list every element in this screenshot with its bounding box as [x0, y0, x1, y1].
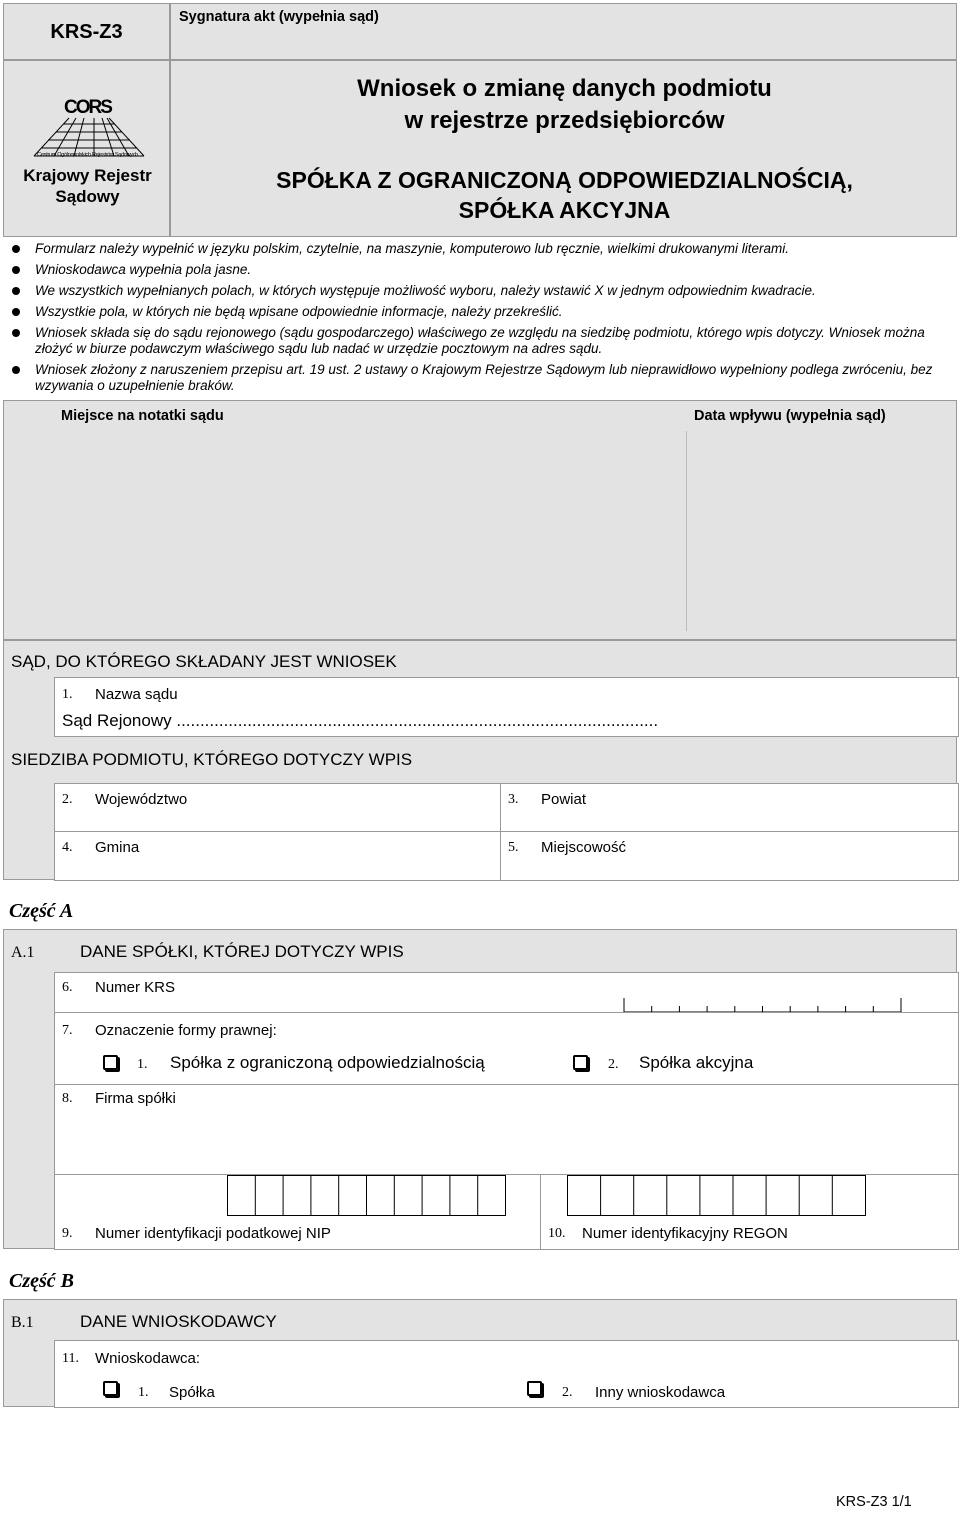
court-name-value: Sąd Rejonowy ...................................................................................................... [62, 711, 659, 730]
title-line2: w rejestrze przedsiębiorców [404, 107, 725, 134]
date-label: Data wpływu (wypełnia sąd) [694, 408, 886, 424]
field-label: Wnioskodawca: [95, 1350, 201, 1367]
part-b-section [3, 1299, 957, 1407]
commune-field[interactable] [54, 831, 502, 881]
instruction-item: We wszystkich wypełnianych polach, w których występuje możliwość wyboru, należy wstawić X w jednym odpowiednim kwadracie. [3, 283, 953, 299]
field-number: 8. [62, 1091, 73, 1106]
court-section [3, 640, 957, 880]
section-number: B.1 [11, 1314, 34, 1331]
applicant-field [54, 1340, 959, 1408]
instruction-item: Formularz należy wypełnić w języku polskim, czytelnie, na maszynie, komputerowo lub ręcznie, wielkimi drukowanymi literami. [3, 241, 953, 257]
logo-box [3, 60, 170, 237]
instruction-item: Wnioskodawca wypełnia pola jasne. [3, 262, 953, 278]
field-number: 4. [62, 840, 73, 855]
field-label: Gmina [95, 839, 140, 856]
subtitle-line2: SPÓŁKA AKCYJNA [458, 197, 671, 223]
court-name-field[interactable] [54, 677, 959, 737]
bullet-icon [12, 329, 20, 337]
option-label: Spółka akcyjna [639, 1053, 754, 1072]
field-label: Województwo [95, 791, 188, 808]
checkbox-other-applicant[interactable] [527, 1381, 542, 1396]
regon-digit-boxes[interactable] [567, 1175, 867, 1217]
subtitle-line1: SPÓŁKA Z OGRANICZONĄ ODPOWIEDZIALNOŚCIĄ, [276, 167, 853, 193]
signature-box [170, 3, 957, 60]
section-title: DANE SPÓŁKI, KTÓREJ DOTYCZY WPIS [80, 942, 404, 961]
bullet-icon [12, 308, 20, 316]
field-label: Nazwa sądu [95, 686, 178, 703]
page-code: KRS-Z3 1/1 [836, 1494, 912, 1510]
bullet-icon [12, 287, 20, 295]
instructions [3, 241, 953, 399]
instruction-item: Wniosek złożony z naruszeniem przepisu art. 19 ust. 2 ustawy o Krajowym Rejestrze Sądowym lub nieprawidłowo wypełniony podlega zwróceniu, bez wzywania o uzupełnienie braków. [3, 362, 953, 394]
option-label: Inny wnioskodawca [595, 1384, 726, 1401]
instruction-item: Wniosek składa się do sądu rejonowego (sądu gospodarczego) właściwego ze względu na siedzibę podmiotu, którego wpis dotyczy. Wniosek można złożyć w biurze podawczym właściwego sądu lub nadać w urzędzie pocztowym na adres sądu. [3, 325, 953, 357]
field-label: Numer KRS [95, 979, 176, 996]
field-number: 1. [62, 687, 73, 702]
field-number: 9. [62, 1226, 73, 1241]
field-label: Powiat [541, 791, 587, 808]
notes-label: Miejsce na notatki sądu [61, 408, 224, 424]
district-field[interactable] [500, 783, 959, 833]
registry-name: Krajowy Rejestr Sądowy [23, 166, 152, 206]
checkbox-company[interactable] [103, 1381, 118, 1396]
option-number: 1. [138, 1385, 149, 1400]
nip-digit-boxes[interactable] [227, 1175, 507, 1217]
signature-label: Sygnatura akt (wypełnia sąd) [179, 9, 379, 25]
title-line1: Wniosek o zmianę danych podmiotu [357, 75, 772, 102]
form-code-box [3, 3, 170, 60]
field-label: Miejscowość [541, 839, 627, 856]
part-b-title: Część B [9, 1270, 74, 1292]
part-a-title: Część A [9, 900, 74, 922]
nip-field[interactable] [54, 1174, 542, 1250]
field-label: Firma spółki [95, 1090, 176, 1107]
bullet-icon [12, 366, 20, 374]
seat-heading: SIEDZIBA PODMIOTU, KTÓREGO DOTYCZY WPIS [11, 750, 413, 769]
field-label: Oznaczenie formy prawnej: [95, 1022, 277, 1039]
instruction-item: Wszystkie pola, w których nie będą wpisane odpowiednie informacje, należy przekreślić. [3, 304, 953, 320]
title-box [170, 60, 957, 237]
regon-field[interactable] [540, 1174, 959, 1250]
checkbox-joint-stock[interactable] [573, 1055, 588, 1070]
field-number: 6. [62, 980, 73, 995]
field-number: 2. [62, 792, 73, 807]
company-name-field[interactable] [54, 1084, 959, 1176]
voivodeship-field[interactable] [54, 783, 502, 833]
option-label: Spółka [169, 1384, 215, 1401]
field-number: 5. [508, 840, 519, 855]
logo-text: CORS [64, 97, 111, 118]
court-notes-area [3, 400, 957, 640]
field-label: Numer identyfikacyjny REGON [582, 1225, 788, 1242]
option-number: 2. [562, 1385, 573, 1400]
logo-subtext: Centrum Ogólnopolskich Rejestrów Sądowych [37, 152, 138, 158]
notes-field [54, 431, 687, 631]
option-number: 1. [137, 1057, 148, 1072]
checkbox-limited-liability[interactable] [103, 1055, 118, 1070]
krs-number-field[interactable] [54, 972, 959, 1014]
option-number: 2. [608, 1057, 619, 1072]
field-number: 7. [62, 1023, 73, 1038]
field-number: 11. [62, 1351, 79, 1366]
option-label: Spółka z ograniczoną odpowiedzialnością [170, 1053, 485, 1072]
field-label: Numer identyfikacji podatkowej NIP [95, 1225, 331, 1242]
bullet-icon [12, 245, 20, 253]
part-a-section [3, 929, 957, 1249]
field-number: 10. [548, 1226, 566, 1241]
field-number: 3. [508, 792, 519, 807]
court-heading: SĄD, DO KTÓREGO SKŁADANY JEST WNIOSEK [11, 652, 397, 671]
section-number: A.1 [11, 944, 35, 961]
section-title: DANE WNIOSKODAWCY [80, 1312, 277, 1331]
locality-field[interactable] [500, 831, 959, 881]
form-code: KRS-Z3 [50, 21, 123, 43]
bullet-icon [12, 266, 20, 274]
legal-form-field [54, 1012, 959, 1086]
